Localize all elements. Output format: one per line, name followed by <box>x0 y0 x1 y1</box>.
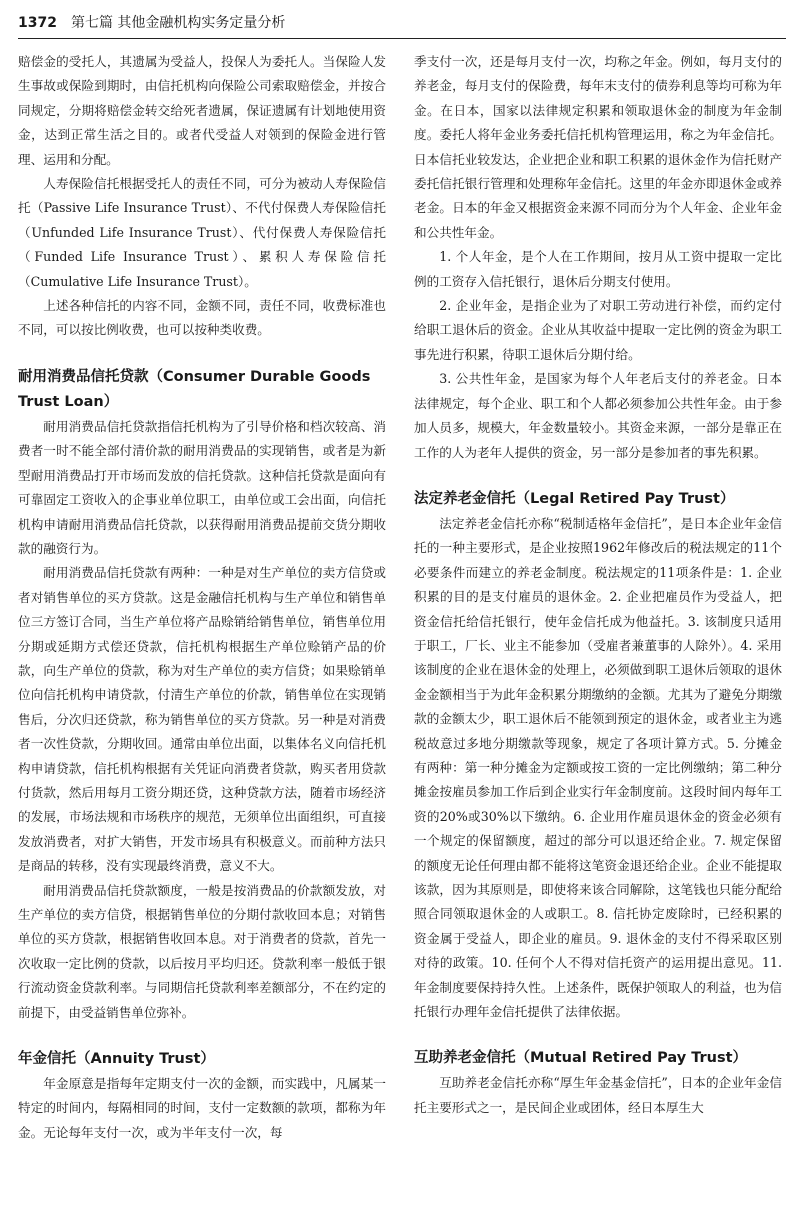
right-column <box>414 50 782 1120</box>
heading-consumer-durable-goods-trust-loan: 耐用消费品信托贷款（Consumer Durable Goods Trust Loan） <box>18 368 371 410</box>
page-header <box>18 12 786 39</box>
paragraph-insurance-continued: 赔偿金的受托人，其遗属为受益人，投保人为委托人。当保险人发生事故或保险到期时，由信托机构向保险公司索取赔偿金，并按合同规定，分期将赔偿金转交给死者遗属，保证遗属有计划地使用资金，达到正常生活之目的。或者代受益人对领到的保险金进行管理、运用和分配。 <box>18 54 386 167</box>
heading-mutual-retired-pay-trust: 互助养老金信托（Mutual Retired Pay Trust） <box>414 1050 748 1067</box>
heading-annuity-trust: 年金信托（Annuity Trust） <box>18 1051 215 1068</box>
paragraph-legal-retired-pay-trust: 法定养老金信托亦称“税制适格年金信托”，是日本企业年金信托的一种主要形式，是企业按照1962年修改后的税法规定的11个必要条件而建立的养老金制度。税法规定的11项条件是：1. 企业积累的目的是支付雇员的退休金。2. 企业把雇员作为受益人，把资金信托给信托银行，使年金信托成为他益托。3. 该制度只适用于职工，厂长、业主不能参加（受雇者兼董事的人除外）。4. 采用该制度的企业在退休金的处理上，必须做到职工退休后领取的退休金金额相当于为此年金积累分期缴纳的金额。尤其为了避免分期缴款的金额太少，职工退休后不能领到预定的退休金，或者业主为逃税故意过多地分期缴款等现象，规定了各项计算方式。5. 分摊金有两种：第一种分摊金为定额或按工资的一定比例缴纳；第二种分摊金按雇员参加工作后到企业实行年金制度前。这段时间内每年工资的20%或30%以下缴纳。6. 企业用作雇员退休金的资金必须有一个规定的保留额度，超过的部分可以退还给企业。7. 规定保留的额度无论任何理由都不能将这笔资金退还给企业。企业不能提取该款，因为其原则是，即使将来该合同解除，这笔钱也只能分配给照合同领取退休金的人或职工。8. 信托协定废除时，已经积累的资金属于受益人，即企业的雇员。9. 退休金的支付不得采取区别对待的政策。10. 任何个人不得对信托资产的运用提出意见。11. 年金制度要保持持久性。上述条件，既保护领取人的利益，也为信托银行办理年金信托提供了法律依据。 <box>414 515 782 1020</box>
paragraph-personal-annuity: 1. 个人年金，是个人在工作期间，按月从工资中提取一定比例的工资存入信托银行，退休后分期支付使用。 <box>414 249 782 289</box>
paragraph-consumer-loan-definition: 耐用消费品信托贷款指信托机构为了引导价格和档次较高、消费者一时不能全部付清价款的耐用消费品的实现销售，或者是为新型耐用消费品打开市场而发放的信托贷款。这种信托贷款是面向有可靠固定工资收入的企事业单位职工，由单位或工会出面，向信托机构申请耐用消费品信托贷款，以获得耐用消费品提前交货分期收款的融资行为。 <box>18 418 386 556</box>
paragraph-fee-standards: 上述各种信托的内容不同，金额不同，责任不同，收费标准也不同，可以按比例收费，也可以按种类收费。 <box>18 298 386 338</box>
running-title: 第七篇 其他金融机构实务定量分析 <box>70 15 286 31</box>
left-column <box>18 50 386 1145</box>
paragraph-consumer-loan-limits: 耐用消费品信托贷款额度，一般是按消费品的价款额发放，对生产单位的卖方信贷，根据销售单位的分期付款收回本息；对销售单位的买方贷款，根据销售收回本息。对于消费者的贷款，首先一次收取一定比例的贷款，以后按月平均归还。贷款利率一般低于银行流动资金贷款利率。与同期信托贷款利率差额部分，不在约定的前提下，由受益销售单位弥补。 <box>18 882 386 1020</box>
paragraph-annuity-definition: 年金原意是指每年定期支付一次的金额，而实践中，凡属某一特定的时间内，每隔相同的时间，支付一定数额的款项，都称为年金。无论每年支付一次，或为半年支付一次，每 <box>18 1076 386 1140</box>
paragraph-public-annuity: 3. 公共性年金，是国家为每个人年老后支付的养老金。日本法律规定，每个企业、职工和个人都必须参加公共性年金。由于参加人员多，规模大，年金数量较小。其资金来源，一部分是靠正在工作的人为老年人提供的资金，另一部分是参加者的事先积累。 <box>414 371 782 460</box>
paragraph-enterprise-annuity: 2. 企业年金，是指企业为了对职工劳动进行补偿，而约定付给职工退休后的资金。企业从其收益中提取一定比例的资金为职工事先进行积累，待职工退休后分期付给。 <box>414 298 782 362</box>
paragraph-insurance-trust-types: 人寿保险信托根据受托人的责任不同，可分为被动人寿保险信托（Passive Life Insurance Trust）、不代付保费人寿保险信托（Unfunded Life Insurance Trust）、代付保费人寿保险信托（Funded Life Insurance Trust）、累积人寿保险信托（Cumulative Life Insurance Trust）。 <box>18 176 386 289</box>
heading-legal-retired-pay-trust: 法定养老金信托（Legal Retired Pay Trust） <box>414 490 735 507</box>
paragraph-consumer-loan-types: 耐用消费品信托贷款有两种：一种是对生产单位的卖方信贷或者对销售单位的买方贷款。这是金融信托机构与生产单位和销售单位三方签订合同，当生产单位将产品赊销给销售单位，销售单位用分期或延期方式偿还贷款，信托机构根据生产单位赊销产品的价款，向生产单位的贷款，称为对生产单位的卖方信贷；如果赊销单位向信托机构申请贷款，付清生产单位的价款，销售单位在实现销售后，分次归还贷款，称为销售单位的买方贷款。另一种是对消费者一次性贷款，分期收回。通常由单位出面，以集体名义向信托机构申请贷款，信托机构根据有关凭证向消费者贷款，购买者用贷款付货款，然后用每月工资分期还贷，这种贷款方法，随着市场经济的发展，市场法规和市场秩序的规范，无须单位出面组织，可直接发放消费者，对扩大销售，开发市场具有积极意义。而前种方法只是商品的转移，没有实现最终消费，意义不大。 <box>18 565 386 874</box>
paragraph-mutual-retired-pay-trust: 互助养老金信托亦称“厚生年金基金信托”，日本的企业年金信托主要形式之一，是民间企业或团体，经日本厚生大 <box>414 1075 782 1115</box>
page-number: 1372 <box>18 15 57 31</box>
paragraph-annuity-continued: 季支付一次，还是每月支付一次，均称之年金。例如，每月支付的养老金，每月支付的保险费，每年末支付的债券利息等均可称为年金。在日本，国家以法律规定积累和领取退休金的制度为年金制度。委托人将年金业务委托信托机构管理运用，称之为年金信托。日本信托业较发达，企业把企业和职工积累的退休金作为信托财产委托信托银行管理和处理称年金信托。这里的年金亦即退休金或养老金。日本的年金又根据资金来源不同而分为个人年金、企业年金和公共性年金。 <box>414 54 782 240</box>
